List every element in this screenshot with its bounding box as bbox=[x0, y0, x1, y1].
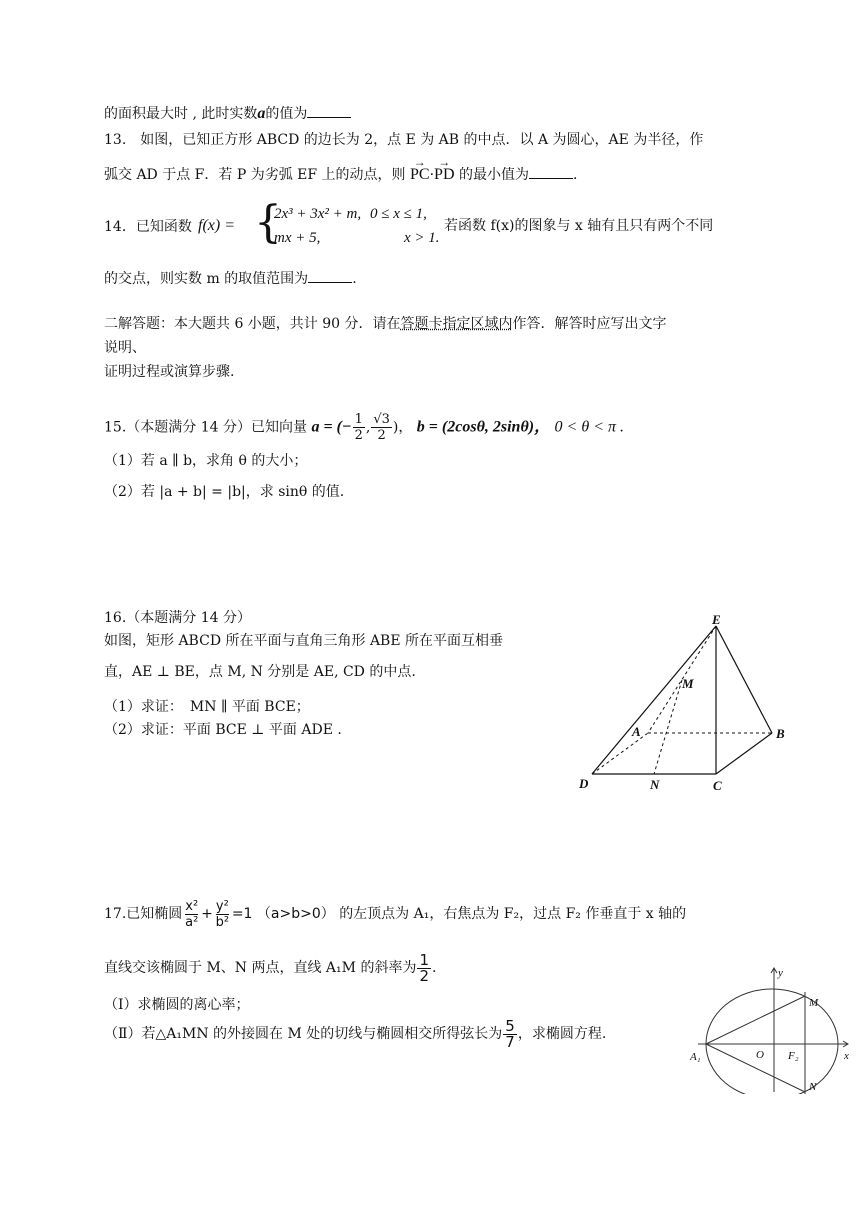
edge-da bbox=[592, 733, 648, 774]
ellipse-eq-rest: =1 （a>b>0） bbox=[231, 906, 335, 922]
label-d: D bbox=[579, 776, 589, 791]
q17-part2 bbox=[104, 1016, 606, 1052]
q14-answer-blank bbox=[308, 268, 352, 283]
vector-pc: → PC bbox=[410, 165, 430, 185]
q13-answer-blank bbox=[529, 164, 573, 179]
label-c: C bbox=[713, 778, 722, 793]
frac-num: 1 bbox=[354, 412, 363, 427]
frac-den: 7 bbox=[505, 1032, 515, 1051]
ellipse bbox=[706, 989, 838, 1094]
q14-tail: 若函数 f(x)的图象与 x 轴有且只有两个不同 bbox=[444, 218, 714, 234]
edge-eb bbox=[716, 626, 772, 733]
frac-num: √3 bbox=[373, 412, 390, 427]
q17-line1: 17.已知椭圆 $\frac{\text{x²}}{\text{a²}}$ + $\frac{\text{y²}}{\text{b²}}$ =1 （a>b>0） 的左顶点为 A₁，右焦点为 F₂，过点 F₂ 作垂直于 x 轴的 bbox=[104, 898, 687, 930]
q12-answer-blank bbox=[307, 103, 351, 118]
label-f2: F₂ bbox=[788, 1050, 799, 1062]
label-y: y bbox=[778, 967, 783, 979]
frac-den: 2 bbox=[354, 428, 363, 443]
label-m: M bbox=[809, 997, 819, 1009]
q13-line2 bbox=[104, 164, 577, 185]
q16-part1: （1）求证： MN ∥ 平面 BCE； bbox=[104, 699, 310, 715]
label-b: B bbox=[776, 726, 785, 741]
q14-case2-expr: mx + 5, bbox=[274, 230, 321, 246]
frac-num: y² bbox=[215, 898, 229, 914]
frac-den: a² bbox=[185, 914, 199, 930]
frac-den: b² bbox=[215, 914, 230, 930]
section2-line3: 证明过程或演算步骤. bbox=[104, 364, 235, 380]
q15-head: 15.（本题满分 14 分）已知向量 bbox=[104, 419, 307, 436]
vector-pd: → PD bbox=[434, 165, 454, 185]
frac-num: x² bbox=[185, 898, 199, 914]
label-x: x bbox=[844, 1050, 849, 1062]
label-a: A bbox=[632, 724, 641, 739]
section2-text-a: 二解答题：本大题共 6 小题，共计 90 分．请在 bbox=[104, 316, 401, 332]
ellipse-figure bbox=[688, 962, 858, 1094]
chord-frac bbox=[503, 1016, 517, 1051]
q12-tail-line bbox=[104, 103, 351, 124]
vector-b-def: b = (2cosθ, 2sinθ)， bbox=[416, 418, 551, 436]
label-o: O bbox=[756, 1049, 764, 1061]
label-e: E bbox=[712, 612, 721, 627]
q14-case2-cond: x > 1. bbox=[404, 230, 440, 246]
q13-text: 弧交 AD 于点 F．若 P 为劣弧 EF 上的动点，则 bbox=[104, 167, 406, 183]
q14-end: . bbox=[352, 271, 357, 287]
q15-close: )， bbox=[392, 419, 413, 436]
q16-line2: 直，AE ⊥ BE，点 M, N 分别是 AE, CD 的中点. bbox=[104, 664, 416, 680]
label-a1: A₁ bbox=[690, 1051, 701, 1063]
q13-line1: 13. 如图，已知正方形 ABCD 的边长为 2，点 E 为 AB 的中点．以 A 为圆心，AE 为半径，作 bbox=[104, 132, 704, 148]
frac-num: 1 bbox=[419, 950, 429, 969]
theta-condition: 0 < θ < π . bbox=[554, 418, 625, 436]
q14-line2 bbox=[104, 268, 357, 289]
frac-den: 2 bbox=[377, 428, 386, 443]
q17-p2-post: ，求椭圆方程. bbox=[517, 1026, 607, 1042]
q17-p2-text: （Ⅱ）若△A₁MN 的外接圆在 M 处的切线与椭圆相交所得弦长为 bbox=[104, 1026, 503, 1042]
q12-variable: a bbox=[257, 105, 266, 122]
vector-a-def: a = (− bbox=[311, 418, 352, 436]
q13-text-post: 的最小值为 bbox=[458, 167, 529, 183]
dot-operator: · bbox=[429, 167, 435, 183]
q14-num: 14．已知函数 bbox=[104, 219, 192, 235]
frac-num: 5 bbox=[505, 1016, 515, 1035]
q16-line1: 如图，矩形 ABCD 所在平面与直角三角形 ABE 所在平面互相垂 bbox=[104, 633, 504, 649]
section2-line1 bbox=[104, 314, 667, 334]
q15-part1: （1）若 a ∥ b，求角 θ 的大小； bbox=[104, 453, 308, 469]
label-n: N bbox=[650, 777, 660, 792]
slope-frac bbox=[417, 950, 431, 985]
edge-cb bbox=[716, 733, 772, 774]
q15-part2: （2）若 |a + b| = |b|，求 sinθ 的值. bbox=[104, 484, 345, 500]
q17-head: 17.已知椭圆 bbox=[104, 906, 183, 922]
q14-text: 的交点，则实数 m 的取值范围为 bbox=[104, 271, 309, 287]
line-a1m bbox=[706, 996, 805, 1044]
q17-line2 bbox=[104, 950, 436, 986]
q17-line2-end: . bbox=[432, 960, 437, 976]
q12-text-post: 的值为 bbox=[265, 106, 308, 122]
q17-line1-tail: 的左顶点为 A₁，右焦点为 F₂，过点 F₂ 作垂直于 x 轴的 bbox=[339, 906, 687, 922]
piecewise-brace: { bbox=[254, 197, 282, 248]
q14-fx: f(x) = bbox=[198, 217, 235, 234]
frac-y2-b2 bbox=[214, 899, 231, 930]
q13-end: . bbox=[572, 167, 578, 183]
section2-emphasis: 答题卡指定区域内 bbox=[400, 316, 513, 332]
label-m: M bbox=[682, 676, 694, 691]
q14-case1-cond: 0 ≤ x ≤ 1, bbox=[370, 206, 427, 222]
frac-x2-a2 bbox=[183, 899, 200, 930]
q16-part2: （2）求证：平面 BCE ⊥ 平面 ADE . bbox=[104, 722, 342, 738]
edge-ed bbox=[592, 626, 716, 774]
section2-line2: 说明、 bbox=[104, 340, 146, 356]
fraction-root3-half bbox=[371, 412, 392, 443]
q14-case1-expr: 2x³ + 3x² + m, bbox=[274, 206, 362, 222]
q16-head: 16.（本题满分 14 分） bbox=[104, 610, 251, 626]
q15-line1: 15.（本题满分 14 分）已知向量 a = (− $\frac{1}{2}$ , $\frac{√3}{2}$ )， b = (2cosθ, 2sinθ)， 0 < θ < π . bbox=[104, 412, 625, 443]
frac-den: 2 bbox=[419, 966, 429, 985]
fraction-half bbox=[353, 412, 365, 443]
q12-text: 的面积最大时 , 此时实数 bbox=[104, 106, 258, 122]
pyramid-figure bbox=[570, 612, 800, 796]
q17-part1: （Ⅰ）求椭圆的离心率； bbox=[104, 997, 250, 1013]
label-n: N bbox=[809, 1081, 817, 1093]
q17-line2-text: 直线交该椭圆于 M、N 两点，直线 A₁M 的斜率为 bbox=[104, 960, 417, 976]
section2-text-c: 作答．解答时应写出文字 bbox=[512, 316, 667, 332]
